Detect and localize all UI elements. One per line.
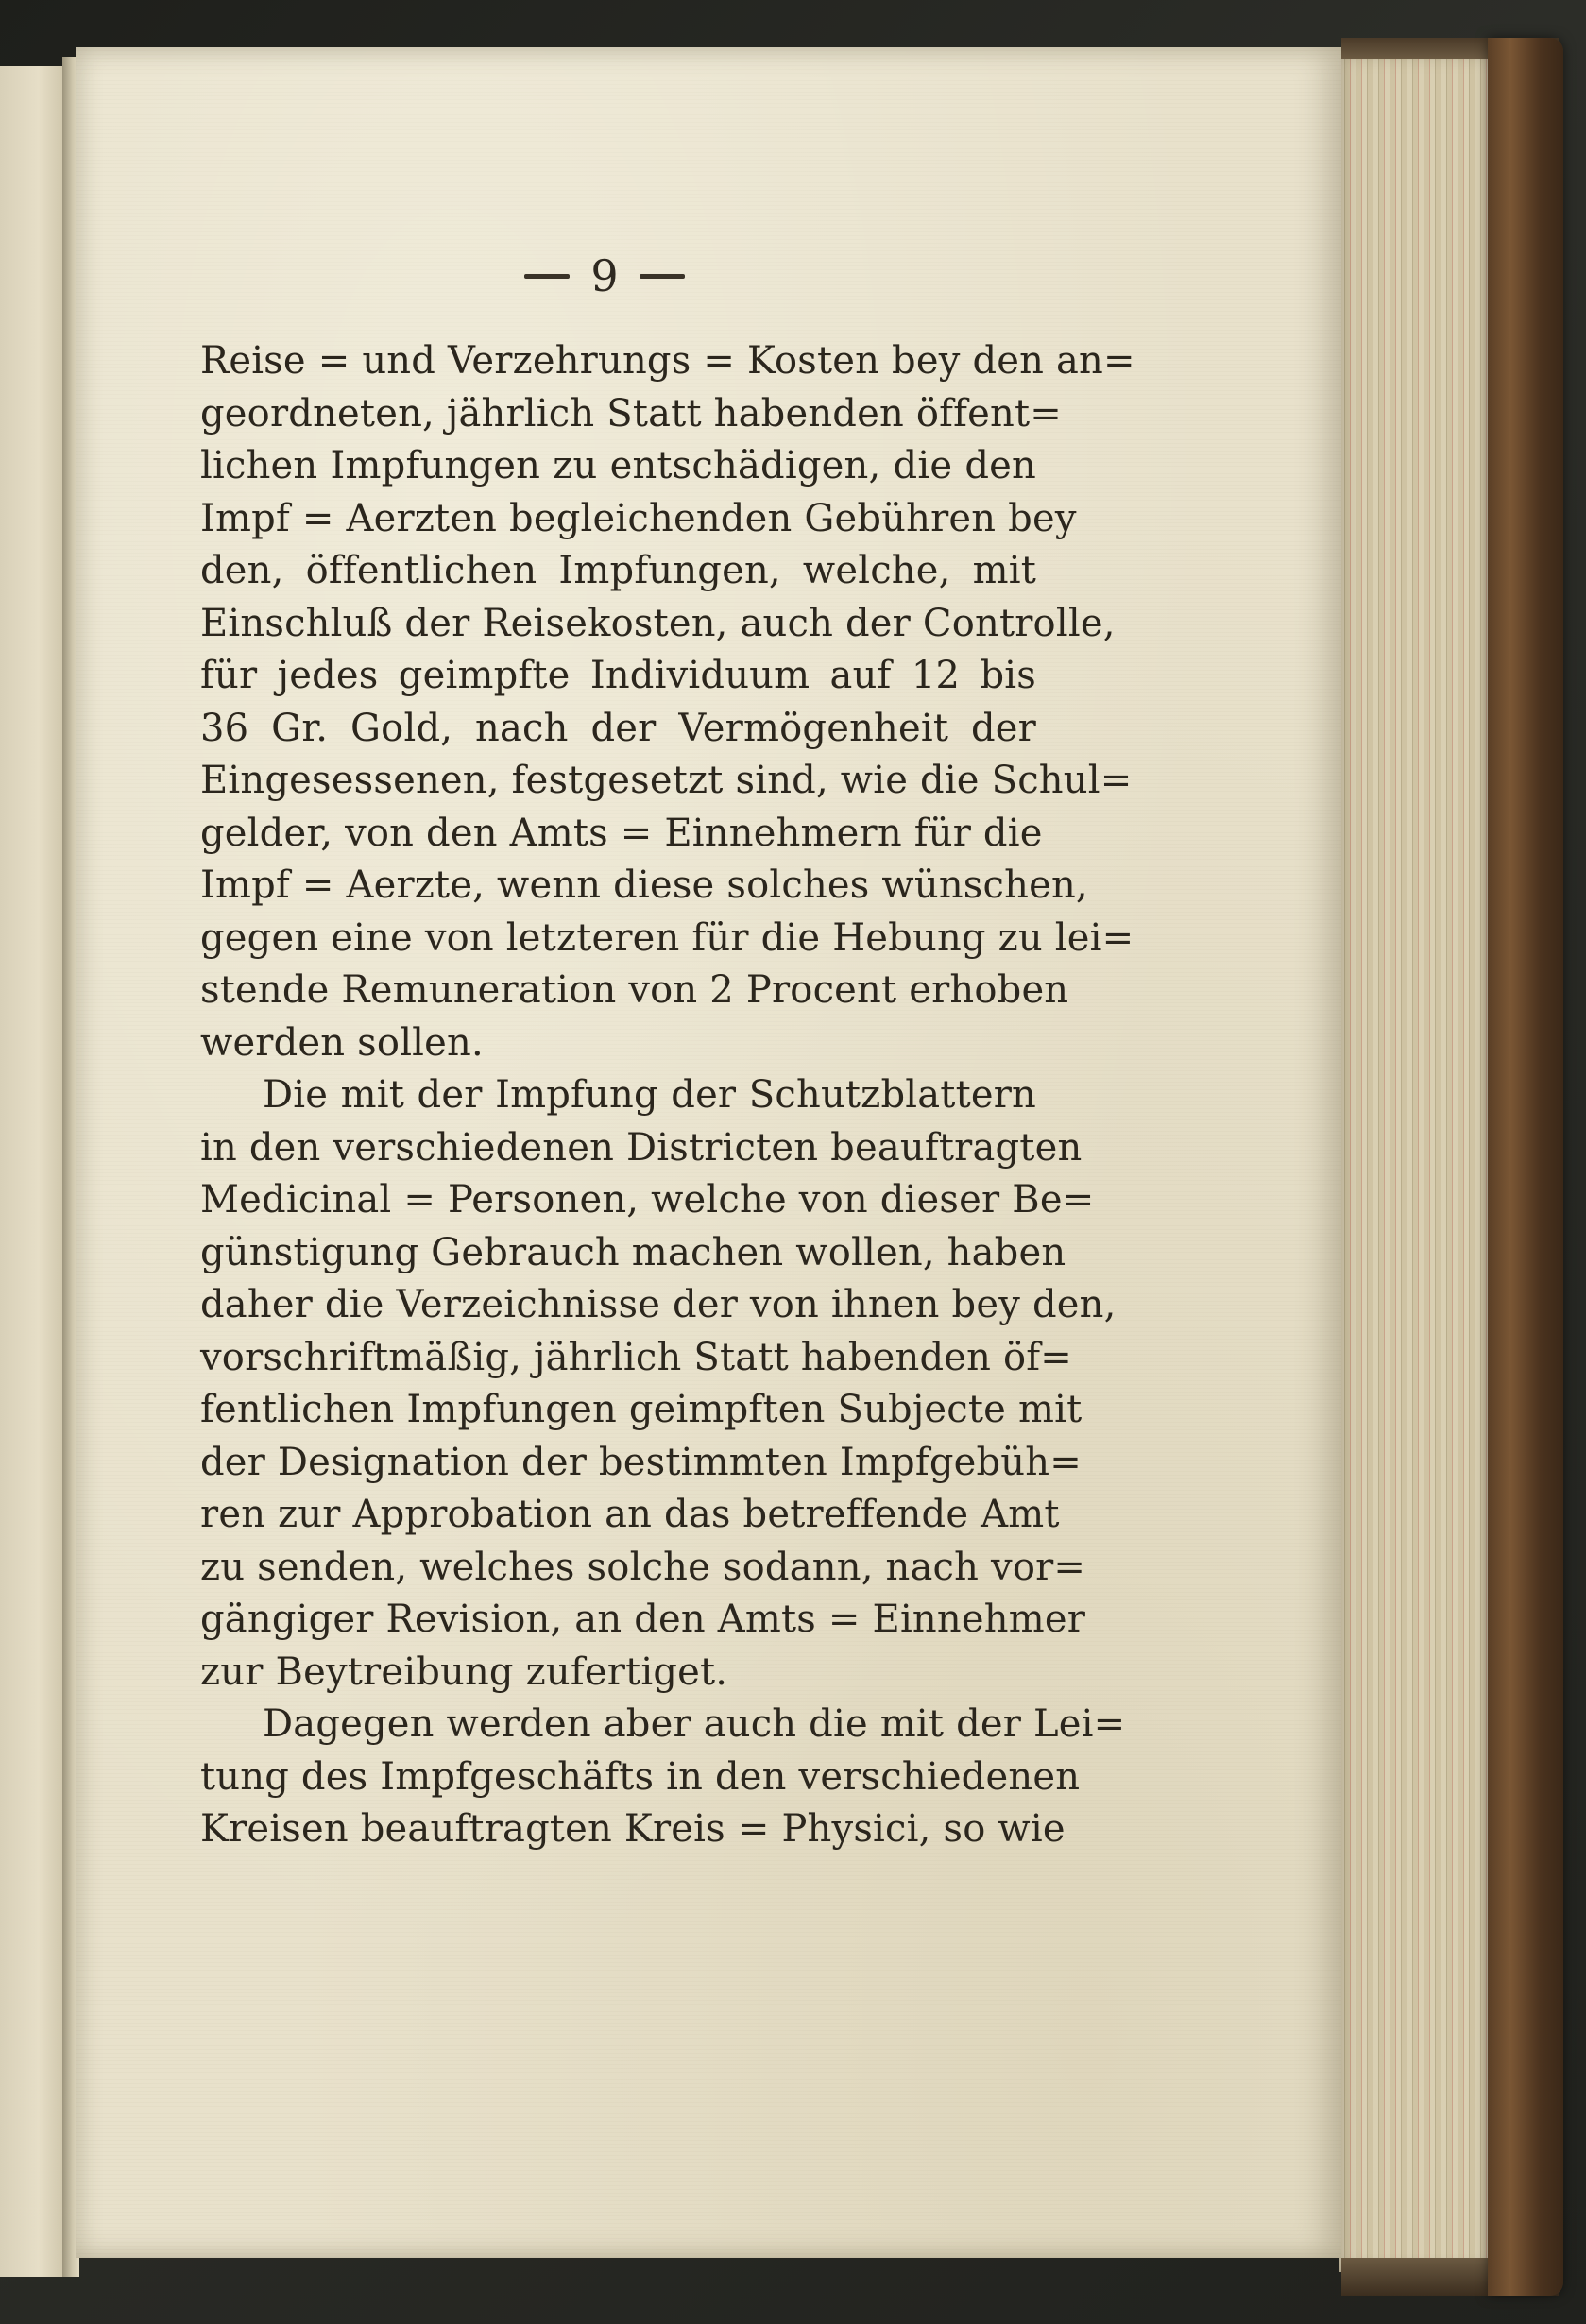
text-line: Einschluß der Reisekosten, auch der Controlle, [200, 601, 1116, 645]
header-dash-right [640, 274, 685, 279]
text-line: Kreisen beauftragten Kreis = Physici, so wie [200, 1807, 1066, 1851]
text-line: tung des Impfgeschäfts in den verschiedenen [200, 1754, 1081, 1799]
page-text [200, 335, 1135, 1856]
text-line: vorschriftmäßig, jährlich Statt habenden öf= [200, 1335, 1072, 1379]
page-header [491, 248, 718, 304]
text-line: Dagegen werden aber auch die mit der Lei= [263, 1702, 1126, 1746]
page-number: 9 [590, 250, 619, 301]
text-line: Die mit der Impfung der Schutzblattern [263, 1073, 1036, 1117]
text-line: ren zur Approbation an das betreffende Amt [200, 1493, 1060, 1536]
text-line: für jedes geimpfte Individuum auf 12 bis [200, 654, 1036, 697]
book-cover [1488, 38, 1563, 2296]
text-line: Medicinal = Personen, welche von dieser Be= [200, 1178, 1095, 1222]
text-line: zu senden, welches solche sodann, nach vor= [200, 1545, 1086, 1589]
header-dash-left [524, 274, 570, 279]
text-line: gelder, von den Amts = Einnehmern für die [200, 811, 1043, 855]
text-line: werden sollen. [200, 1020, 484, 1065]
text-line: stende Remuneration von 2 Procent erhoben [200, 968, 1069, 1012]
text-line: der Designation der bestimmten Impfgebüh= [200, 1440, 1082, 1484]
text-line: günstigung Gebrauch machen wollen, haben [200, 1230, 1066, 1274]
text-line: fentlichen Impfungen geimpften Subjecte mit [200, 1388, 1083, 1431]
paragraph-1 [200, 335, 1135, 1069]
text-line: in den verschiedenen Districten beauftragten [200, 1125, 1083, 1170]
text-line: geordneten, jährlich Statt habenden öffent= [200, 391, 1062, 436]
text-line: gegen eine von letzteren für die Hebung zu lei= [200, 915, 1134, 960]
text-line: gängiger Revision, an den Amts = Einnehmer [200, 1598, 1086, 1641]
text-line: den, öffentlichen Impfungen, welche, mit [200, 549, 1036, 592]
text-line: Reise = und Verzehrungs = Kosten bey den an= [200, 339, 1135, 383]
text-line: zur Beytreibung zufertiget. [200, 1649, 728, 1694]
paragraph-3 [200, 1699, 1126, 1856]
text-line: daher die Verzeichnisse der von ihnen bey den, [200, 1283, 1117, 1326]
previous-page-edge [0, 66, 66, 2277]
text-line: Impf = Aerzte, wenn diese solches wünschen, [200, 863, 1088, 907]
text-line: 36 Gr. Gold, nach der Vermögenheit der [200, 706, 1036, 750]
text-line: Eingesessenen, festgesetzt sind, wie die Schul= [200, 759, 1133, 802]
text-line: lichen Impfungen zu entschädigen, die den [200, 444, 1036, 487]
text-line: Impf = Aerzten begleichenden Gebühren bey [200, 496, 1077, 540]
paragraph-2 [200, 1069, 1117, 1699]
